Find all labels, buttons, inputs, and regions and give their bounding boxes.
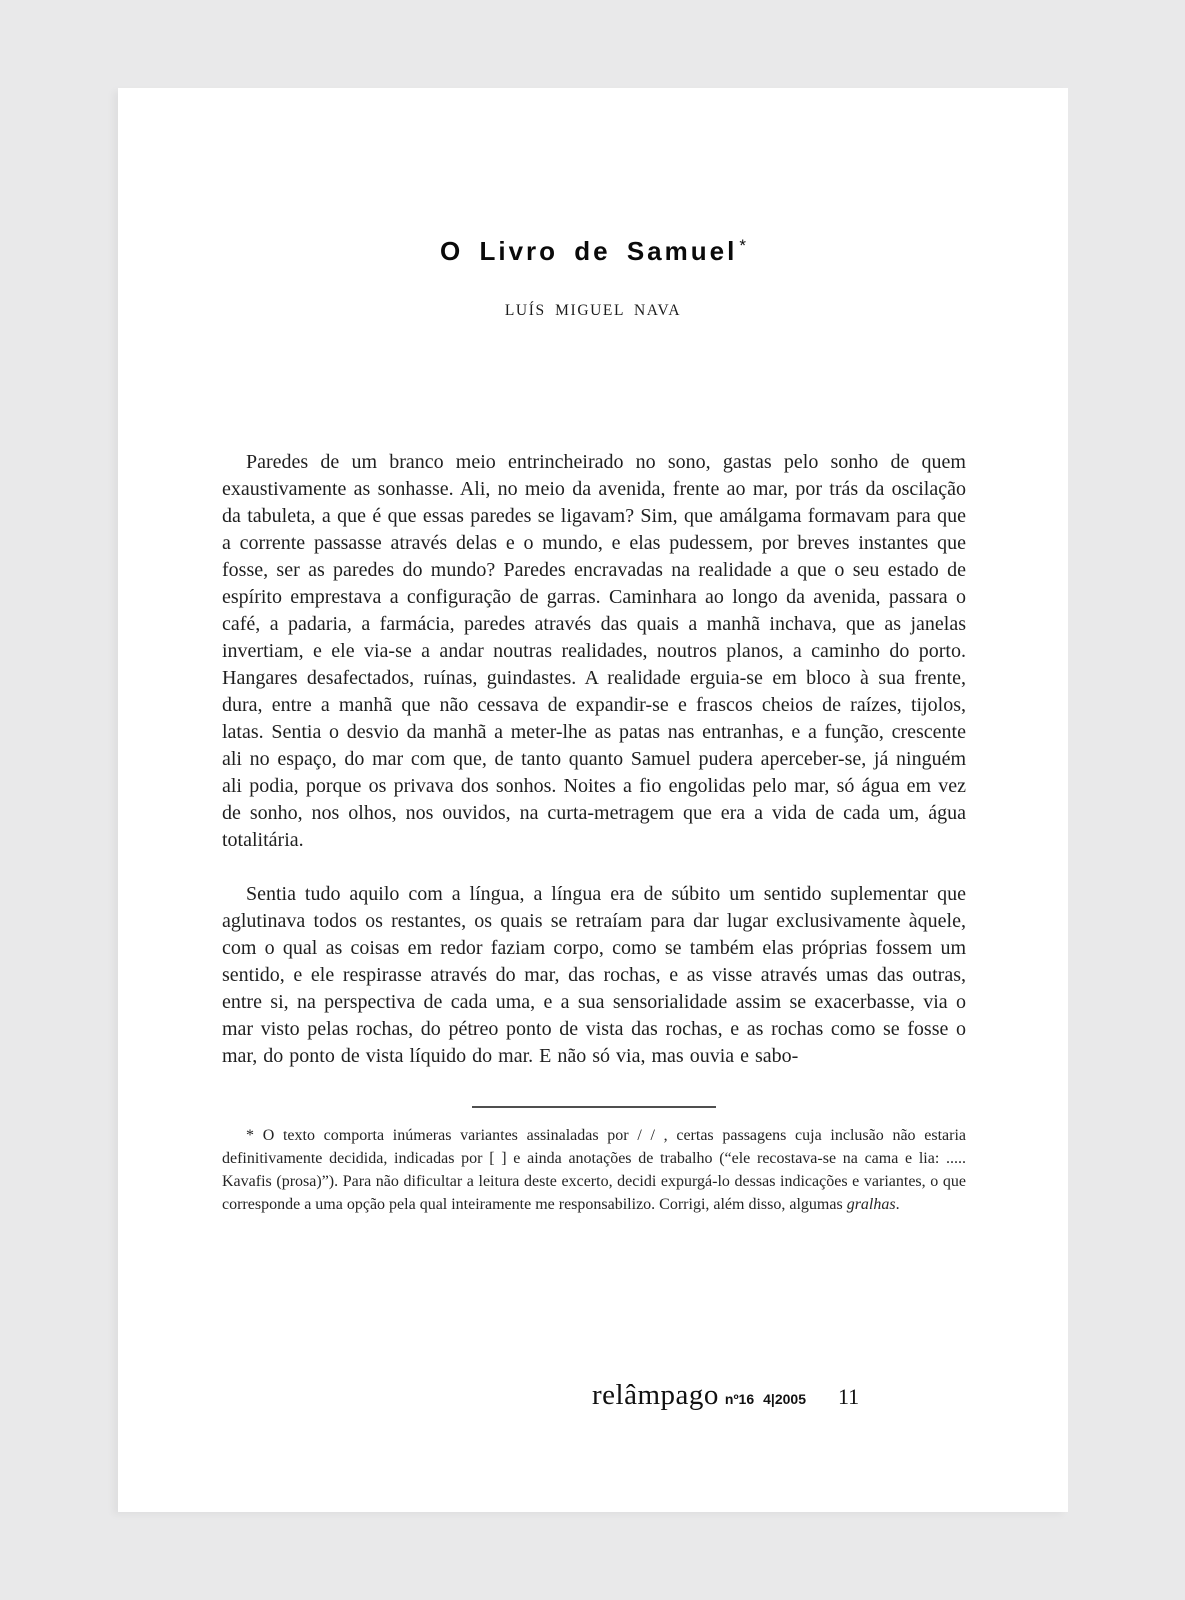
title-footnote-marker: * <box>739 236 746 255</box>
footnote-text-end: . <box>895 1196 900 1213</box>
journal-issue: nº16 <box>724 1391 755 1407</box>
footnote <box>222 1124 966 1216</box>
footnote-italic-word: gralhas <box>846 1196 896 1213</box>
footnote-text: O texto comporta inúmeras variantes assinaladas por / / , certas passagens cuja inclusão não estaria definitivamente decidida, indicadas por [ ] e ainda anotações de trabalho (“ele recostava-se na cama e lia: ..... Kavafis (prosa)”). Para não dificultar a leitura deste excerto, decidi expurgá-lo dessas indicações e variantes, o que corresponde a uma opção pela qual inteiramente me responsabilizo. Corrigi, além disso, algumas <box>222 1127 966 1213</box>
page-title <box>118 237 1068 266</box>
footnote-separator <box>472 1106 716 1108</box>
page-footer <box>592 1381 859 1410</box>
body-paragraph-2: Sentia tudo aquilo com a língua, a língua era de súbito um sentido suplementar que aglutinava todos os restantes, os quais se retraíam para dar lugar exclusivamente àquele, com o qual as coisas em redor faziam corpo, como se também elas próprias fossem um sentido, e ele respirasse através do mar, das rochas, e as visse através umas das outras, entre si, na perspectiva de cada uma, e a sua sensorialidade assim se exacerbasse, via o mar visto pelas rochas, do pétreo ponto de vista das rochas, e as rochas como se fosse o mar, do ponto de vista líquido do mar. E não só via, mas ouvia e sabo- <box>222 883 966 1067</box>
title-text: O Livro de Samuel <box>440 236 738 266</box>
journal-date: 4|2005 <box>763 1391 806 1407</box>
journal-name: relâmpago <box>592 1379 719 1411</box>
footnote-marker: * <box>246 1127 254 1144</box>
document-page <box>118 88 1068 1512</box>
page-number: 11 <box>838 1384 860 1409</box>
text-column <box>222 449 966 1216</box>
article-author: LUÍS MIGUEL NAVA <box>504 302 682 319</box>
body-paragraph-1: Paredes de um branco meio entrincheirado no sono, gastas pelo sonho de quem exaustivamente as sonhasse. Ali, no meio da avenida, frente ao mar, por trás da oscilação da tabuleta, a que é que essas paredes se ligavam? Sim, que amálgama formavam para que a corrente passasse através delas e o mundo, e elas pudessem, por breves instantes que fosse, ser as paredes do mundo? Paredes encravadas na realidade a que o seu estado de espírito emprestava a configuração de garras. Caminhara ao longo da avenida, passara o café, a padaria, a farmácia, paredes através das quais a manhã inchava, que as janelas invertiam, e ele via-se a andar noutras realidades, noutros planos, a caminho do porto. Hangares desafectados, ruínas, guindastes. A realidade erguia-se em bloco à sua frente, dura, entre a manhã que não cessava de expandir-se e frascos cheios de raízes, tijolos, latas. Sentia o desvio da manhã a meter-lhe as patas nas entranhas, e a função, crescente ali no espaço, do mar com que, de tanto quanto Samuel pudera aperceber-se, já ninguém ali podia, porque os privava dos sonhos. Noites a fio engolidas pelo mar, só água em vez de sonho, nos olhos, nos ouvidos, na curta-metragem que era a vida de cada um, água totalitária. <box>222 451 966 851</box>
